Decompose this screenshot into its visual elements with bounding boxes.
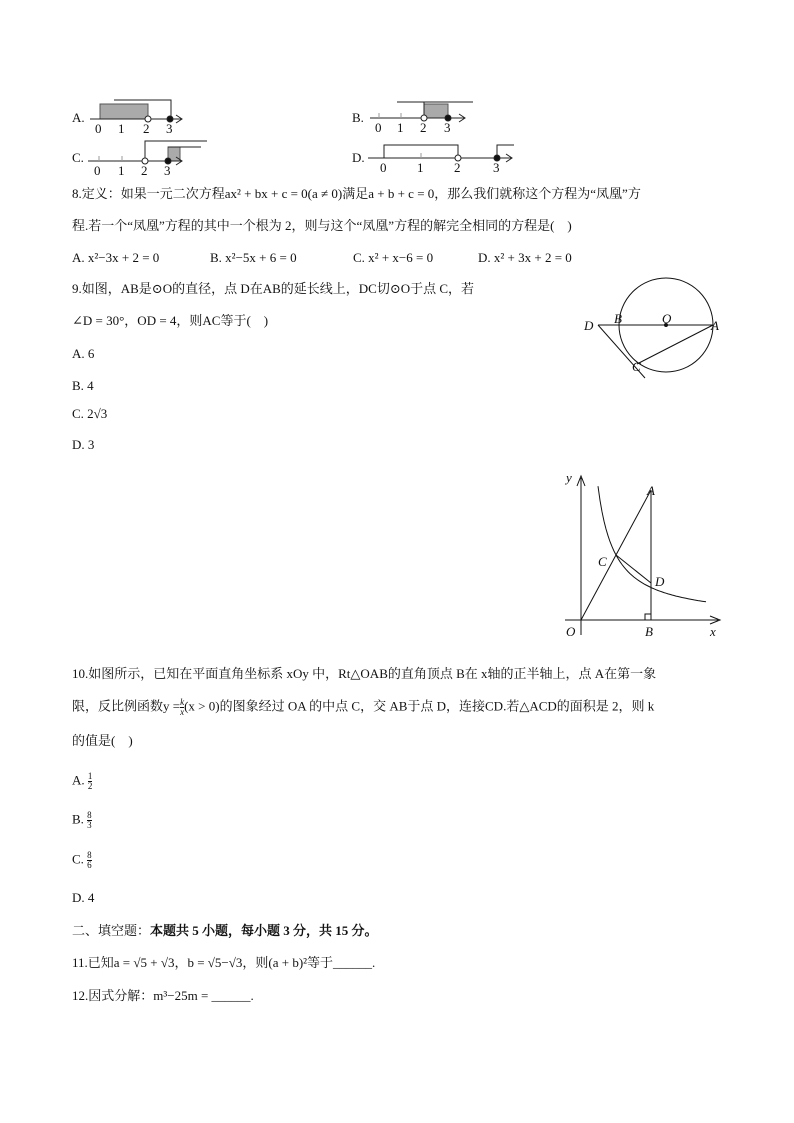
q9-label-c: C — [632, 359, 641, 374]
q9-label-o: O — [662, 311, 672, 326]
q7-a-tick: 1 — [118, 121, 125, 136]
q10-label-c: C — [598, 554, 607, 569]
q9-label-d: D — [584, 318, 594, 333]
q7-c-tick: 1 — [118, 163, 125, 178]
q7-c-tick: 0 — [94, 163, 101, 178]
section2-heading: 二、填空题：本题共 5 小题，每小题 3 分，共 15 分。 — [72, 923, 378, 938]
q8-option-b: B. x²−5x + 6 = 0 — [210, 250, 297, 265]
q10-label-d: D — [655, 574, 665, 589]
q7-b-tick: 2 — [420, 120, 427, 135]
hyperbola-curve — [598, 486, 706, 602]
q7-b-tick: 1 — [397, 120, 404, 135]
q7-d-tick: 2 — [454, 160, 461, 175]
q10-option-a: A. $\frac{1}{2}$ — [72, 771, 93, 791]
q7-d-tick: 1 — [417, 160, 424, 175]
q9-stem-line1: 9.如图，AB是⊙O的直径，点 D在AB的延长线上，DC切⊙O于点 C，若 — [72, 281, 475, 296]
q7-c-tick: 2 — [141, 163, 148, 178]
q9-label-a: A — [711, 318, 719, 333]
q7-option-c-label: C. — [72, 150, 84, 165]
q7-option-d-label: D. — [352, 150, 365, 165]
q10-option-c: C. $\frac{8}{6}$ — [72, 850, 92, 870]
q10-fraction-k-over-x: $\frac{k}{x}$ — [180, 697, 185, 717]
q7-b-tick: 3 — [444, 120, 451, 135]
q10-label-b: B — [645, 624, 653, 639]
q11-text: 11.已知a = √5 + √3，b = √5−√3，则(a + b)²等于______. — [72, 955, 376, 970]
q8-stem-line2: 程.若一个“凤凰”方程的其中一个根为 2，则与这个“凤凰”方程的解完全相同的方程是( ) — [72, 218, 572, 233]
q9-option-d: D. 3 — [72, 437, 95, 452]
q10-option-d: D. 4 — [72, 890, 95, 905]
q7-b-tick: 0 — [375, 120, 382, 135]
q8-option-a: A. x²−3x + 2 = 0 — [72, 250, 160, 265]
q7-d-tick: 3 — [493, 160, 500, 175]
q9-option-c: C. 2√3 — [72, 406, 108, 421]
q7-a-tick: 0 — [95, 121, 102, 136]
q10-line2-start: 限，反比例函数y = — [72, 698, 181, 714]
q9-option-b: B. 4 — [72, 378, 94, 393]
q10-label-a: A — [647, 483, 655, 498]
q7-d-tick: 0 — [380, 160, 387, 175]
q10-stem-line3: 的值是( ) — [72, 733, 133, 748]
q10-line2-end: (x > 0)的图象经过 OA 的中点 C，交 AB于点 D，连接CD.若△ACD的面积是 2，则 k — [184, 698, 655, 714]
q7-option-b-label: B. — [352, 110, 364, 125]
q7-option-a-label: A. — [72, 110, 85, 125]
q7-c-tick: 3 — [164, 163, 171, 178]
q10-label-o: O — [566, 624, 576, 639]
q10-label-y: y — [566, 470, 572, 485]
q8-option-c: C. x² + x−6 = 0 — [353, 250, 434, 265]
q10-stem-line2 — [72, 698, 654, 717]
q10-label-x: x — [710, 624, 716, 639]
q10-option-b: B. $\frac{8}{3}$ — [72, 810, 92, 830]
q10-stem-line1: 10.如图所示，已知在平面直角坐标系 xOy 中，Rt△OAB的直角顶点 B在 x轴的正半轴上，点 A在第一象 — [72, 666, 657, 681]
q9-stem-line2: ∠D = 30°，OD = 4，则AC等于( ) — [72, 313, 269, 328]
q12-text: 12.因式分解：m³−25m = ______. — [72, 988, 254, 1003]
q7-a-tick: 2 — [143, 121, 150, 136]
q8-option-d: D. x² + 3x + 2 = 0 — [478, 250, 572, 265]
q9-option-a: A. 6 — [72, 346, 95, 361]
q7-a-tick: 3 — [166, 121, 173, 136]
q9-label-b: B — [614, 311, 622, 326]
q8-stem-line1: 8.定义：如果一元二次方程ax² + bx + c = 0(a ≠ 0)满足a + b + c = 0，那么我们就称这个方程为“凤凰”方 — [72, 186, 641, 201]
